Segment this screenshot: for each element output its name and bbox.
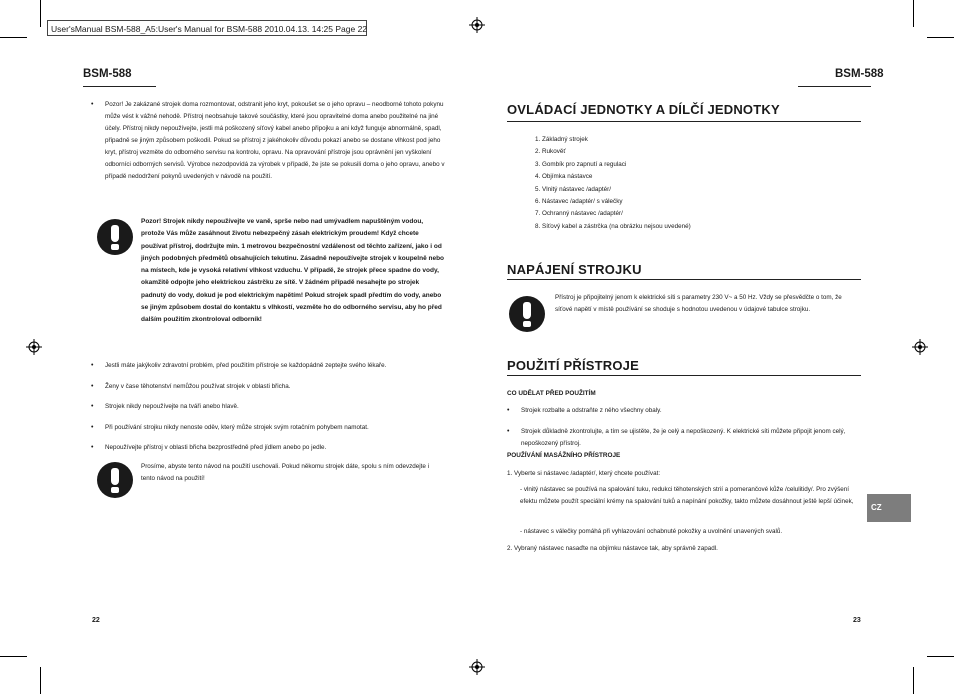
model-header-left: BSM-588: [83, 68, 132, 80]
registration-mark-icon: [469, 17, 485, 33]
intro-bullet: • Pozor! Je zakázané strojek doma rozmontovat, odstranit jeho kryt, pokoušet se o jeho opravu – neodborné tohoto pokynu může vést k vážné nehodě. Přístroj neobsahuje takové součástky, které jsou opravitelné doma anebo použitelné na jiné účely. Přístroj nikdy nepoužívejte, jestli má poškozený síťový kabel anebo připojku a ani když funguje abnormálně, spadl, připadně se jiným způsobem poškodil. Pokud se přístroj z jakéhokoliv důvodu pokazí anebo se dostane vlhkost pod jeho kryt, přístroj vezměte do odborného servisu na kontrolu, opravu. Na opravování přístroje jsou oprávnění jen vyškolení odborníci odborných servisů. Výrobce nezodpovídá za výrobek v případě, že jste se pokusili doma o jeho opravu, anebo v případě nedodržení pokynů uvedených v návodě na použití.: [91, 99, 446, 192]
language-tab: CZ: [867, 494, 911, 522]
warning-text: Pozor! Strojek nikdy nepoužívejte ve vaně, sprše nebo nad umývadlem napuštěným vodou, protože Vás může zasáhnout životu nebezpečný zásah elektrickým proudem! Když chcete používat přístroj, dodržujte min. 1 metrovou bezpečnostní vzdálenost od těchto zařízení, jako i od jiných podobných předmětů obsahujících tekutinu. Zásadně nepoužívejte strojek v koupelně nebo na místech, kde je vysoká relativní vlhkost vzduchu. V případě, že strojek přece spadne do vody, okamžitě odpojte jeho elektrickou zástrčku ze sítě. V žádném případě nesahejte po strojek padnutý do vody, dokud je pod elektrickým napětím! Pokud strojek spadl předtím do vody, anebo se jiným způsobem dostal do kontaktu s vlhkostí, vezměte ho do odborného servisu, aby ho před dalším použitím zkontroloval odborník!: [141, 218, 445, 324]
page-number-left: 22: [92, 617, 100, 624]
warning-icon: [97, 462, 133, 498]
section-rule: [507, 121, 861, 122]
section-rule: [507, 279, 861, 280]
parts-list: [535, 134, 691, 233]
warning-icon: [509, 296, 545, 332]
section-title-controls: OVLÁDACÍ JEDNOTKY A DÍLČÍ JEDNOTKY: [507, 102, 780, 117]
step-1-option-b: - nástavec s válečky pomáhá při vyhlazování ochabnuté pokožky a uvolnění unavených svalů.: [520, 528, 783, 535]
list-item: • Strojek rozbalte a odstraňte z něho všechny obaly.: [507, 405, 852, 417]
list-item: 4. Objímka nástavce: [535, 173, 593, 181]
list-item: 7. Ochranný nástavec /adaptér/: [535, 210, 623, 218]
power-text: Přístroj je připojitelný jenom k elektrické síti s parametry 230 V~ a 50 Hz. Vždy se přesvědčte o tom, že síťové napětí v místě používání se shoduje s hodnotou uvedenou v údajové tabulce strojku.: [555, 294, 842, 313]
subsection-before-use: CO UDĚLAT PŘED POUŽITÍM: [507, 390, 596, 397]
before-use-bullets: [507, 405, 852, 458]
keep-manual-note: Prosíme, abyste tento návod na použití uschovali. Pokud někomu strojek dáte, spolu s ním odevzdejte i tento návod na použití!: [141, 463, 430, 482]
warning-icon: [97, 219, 133, 255]
registration-mark-icon: [469, 659, 485, 675]
section-title-power: NAPÁJENÍ STROJKU: [507, 262, 642, 277]
registration-mark-icon: [26, 339, 42, 355]
model-header-right: BSM-588: [835, 68, 884, 80]
step-1-option-a: - vlnitý nástavec se používá na spalování tuku, redukci těhotenských strií a pomerančové kůže /celulitidy/. Pro zvýšení efektu můžete použít speciální krémy na spalování tuků a napínání pokožky, takto můžete dosáhnout ještě lepší účinek,: [520, 486, 854, 505]
section-title-use: POUŽITÍ PŘÍSTROJE: [507, 358, 639, 373]
header-rule-left: [83, 86, 156, 87]
list-item: 5. Vlnitý nástavec /adaptér/: [535, 185, 611, 193]
list-item: • Strojek nikdy nepoužívejte na tváři anebo hlavě.: [91, 401, 446, 413]
safety-bullets: [91, 360, 446, 463]
print-slug: User'sManual BSM-588_A5:User's Manual for BSM-588 2010.04.13. 14:25 Page 22: [47, 20, 367, 36]
list-item: • Strojek důkladně zkontrolujte, a tím se ujistěte, že je celý a nepoškozený. K elektrické síti můžete připojit jenom celý, nepoškozený přístroj.: [507, 426, 852, 450]
step-1: 1. Vyberte si nástavec /adaptér/, který chcete používat:: [507, 470, 661, 477]
subsection-massage: POUŽÍVÁNÍ MASÁŽNÍHO PŘÍSTROJE: [507, 452, 621, 459]
list-item: • Ženy v čase těhotenství nemůžou používat strojek v oblasti břicha.: [91, 381, 446, 393]
list-item: 8. Síťový kabel a zástrčka (na obrázku nejsou uvedené): [535, 222, 691, 230]
registration-mark-icon: [912, 339, 928, 355]
page-number-right: 23: [853, 617, 861, 624]
list-item: 6. Nástavec /adaptér/ s válečky: [535, 198, 623, 206]
list-item: • Jestli máte jakýkoliv zdravotní problém, před použitím přístroje se každopádně zeptejte svého lékaře.: [91, 360, 446, 372]
list-item: 3. Gombík pro zapnutí a regulaci: [535, 160, 627, 168]
step-2: 2. Vybraný nástavec nasaďte na objímku nástavce tak, aby správně zapadl.: [507, 545, 718, 552]
header-rule-right: [798, 86, 871, 87]
list-item: 1. Základný strojek: [535, 136, 588, 143]
section-rule: [507, 375, 861, 376]
list-item: • Při používání strojku nikdy nenoste oděv, který může strojek svým rotačním pohybem namotat.: [91, 422, 446, 434]
list-item: • Nepoužívejte přístroj v oblasti břicha bezprostředně před jídlem anebo po jedle.: [91, 442, 446, 454]
list-item: 2. Rukověť: [535, 148, 566, 156]
